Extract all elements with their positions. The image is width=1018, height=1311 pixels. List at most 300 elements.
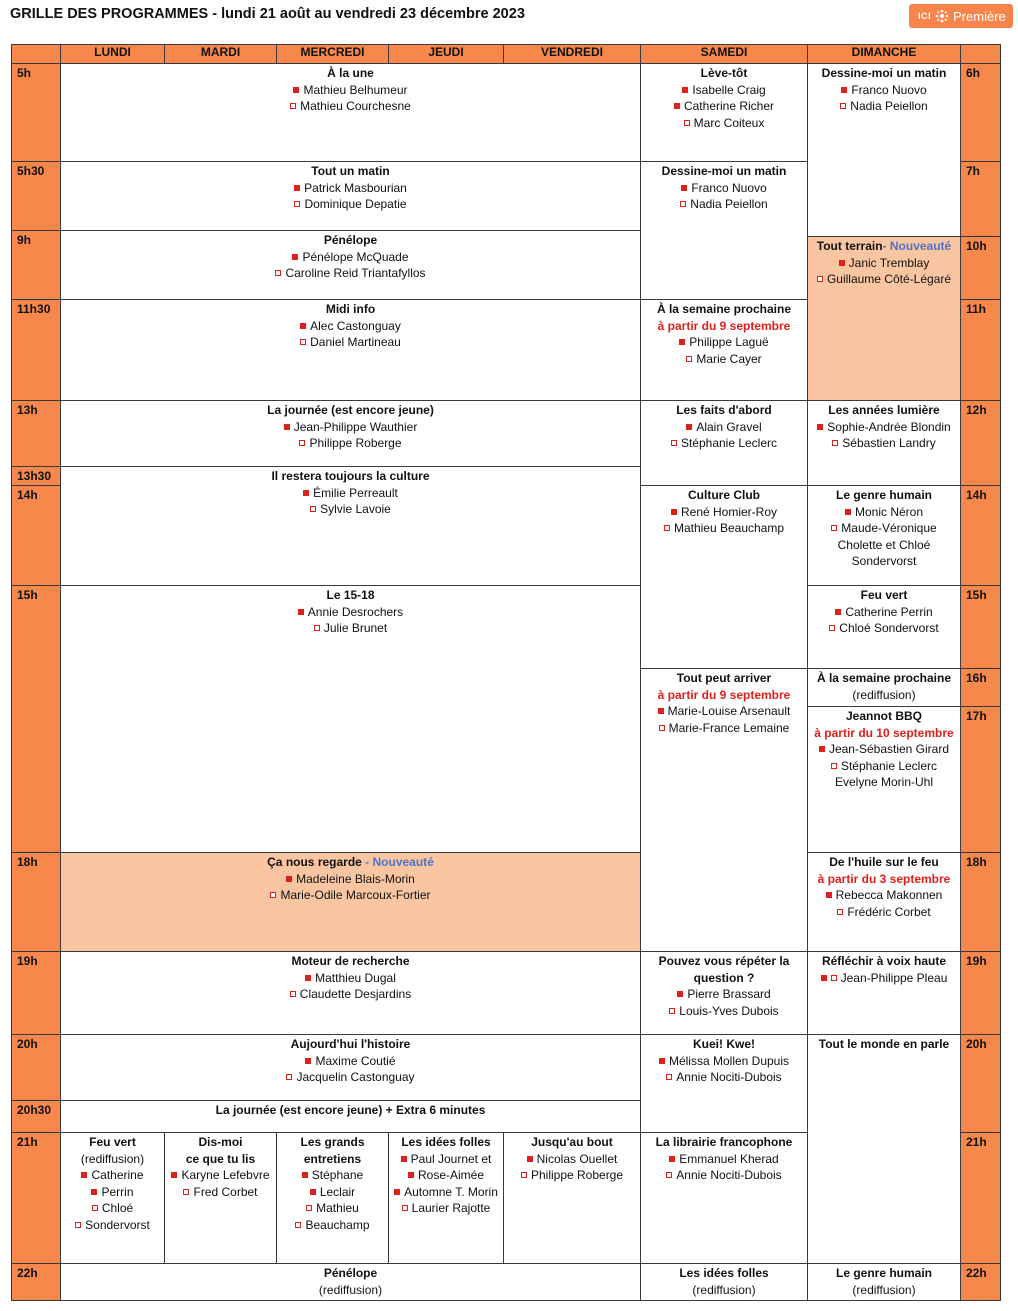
program-info — [641, 300, 807, 367]
text-line — [61, 871, 640, 888]
time-slot — [960, 951, 1001, 1035]
filled-square-bullet-icon — [845, 509, 851, 515]
text-line — [61, 970, 640, 987]
new-badge: - Nouveauté — [361, 855, 434, 869]
text-line — [808, 487, 960, 504]
host-name: Marie-Louise Arsenault — [667, 704, 791, 718]
text-line — [61, 98, 640, 115]
evening-program — [276, 1132, 389, 1264]
text-line — [808, 435, 960, 452]
saturday-program — [640, 1034, 808, 1133]
host-name: Laurier Rajotte — [411, 1201, 491, 1215]
new-badge: - Nouveauté — [882, 239, 952, 253]
text-line — [808, 774, 960, 791]
text-line — [389, 1167, 503, 1184]
time-label: 14h — [17, 488, 38, 502]
hollow-square-bullet-icon — [840, 103, 846, 109]
filled-square-bullet-icon — [821, 975, 827, 981]
filled-square-bullet-icon — [677, 991, 683, 997]
weekday-program — [60, 585, 641, 853]
hollow-square-bullet-icon — [92, 1205, 98, 1211]
program-info — [808, 1264, 960, 1298]
text-line — [808, 1036, 960, 1053]
host-name: Automne T. Morin — [404, 1184, 498, 1199]
text-line — [641, 196, 807, 213]
host-name: Louis-Yves Dubois — [679, 1003, 779, 1018]
host-name: Philippe Laguë — [689, 335, 769, 349]
program-title: De l'huile sur le feu — [829, 855, 939, 869]
program-title: Feu vert — [89, 1135, 136, 1149]
hollow-square-bullet-icon — [831, 975, 837, 981]
filled-square-bullet-icon — [401, 1156, 407, 1162]
evening-program — [503, 1132, 641, 1264]
saturday-program — [640, 1132, 808, 1264]
text-line — [61, 249, 640, 266]
program-title: À la semaine prochaine — [656, 302, 792, 316]
time-label: 9h — [17, 233, 32, 247]
text-line — [61, 887, 640, 904]
program-info — [61, 1133, 164, 1233]
time-slot — [960, 236, 1001, 300]
host-name: Sophie-Andrée Blondin — [827, 419, 951, 434]
day-header-2 — [276, 44, 389, 64]
text-line — [808, 854, 960, 871]
day-label: DIMANCHE — [851, 45, 917, 59]
filled-square-bullet-icon — [171, 1172, 177, 1178]
text-line — [808, 604, 960, 621]
program-info — [389, 1133, 503, 1217]
hollow-square-bullet-icon — [310, 506, 316, 512]
text-line — [61, 501, 640, 518]
program-info — [61, 162, 640, 213]
hollow-square-bullet-icon — [686, 356, 692, 362]
hollow-square-bullet-icon — [294, 201, 300, 207]
text-line — [61, 265, 640, 282]
host-name: Evelyne Morin-Uhl — [834, 775, 934, 789]
evening-program — [164, 1132, 277, 1264]
program-title: Le genre humain — [835, 488, 933, 502]
page-title: GRILLE DES PROGRAMMES - lundi 21 août au vendredi 23 décembre 2023 — [10, 6, 525, 22]
text-line — [641, 953, 807, 970]
weekday-program — [60, 299, 641, 401]
text-line — [641, 115, 807, 132]
saturday-program — [640, 63, 808, 162]
text-line — [808, 904, 960, 921]
evening-program — [60, 1132, 165, 1264]
host-name: Mathieu — [316, 1201, 359, 1215]
day-label: SAMEDI — [700, 45, 748, 59]
logo-ici-text: ICI — [918, 11, 932, 21]
text-line — [165, 1151, 276, 1168]
time-slot — [11, 466, 61, 486]
hollow-square-bullet-icon — [659, 725, 665, 731]
text-line — [61, 1200, 164, 1217]
hollow-square-bullet-icon — [832, 440, 838, 446]
hollow-square-bullet-icon — [671, 440, 677, 446]
program-title: Le genre humain — [835, 1266, 933, 1280]
host-name: Sondervorst — [851, 554, 917, 568]
program-title: Ça nous regarde — [267, 855, 362, 869]
time-slot — [960, 1132, 1001, 1264]
text-line — [61, 232, 640, 249]
host-name: Sébastien Landry — [842, 436, 936, 450]
filled-square-bullet-icon — [679, 339, 685, 345]
time-slot — [11, 1100, 61, 1133]
program-title: Tout un matin — [311, 164, 390, 178]
program-info — [808, 853, 960, 920]
text-line — [165, 1134, 276, 1151]
weekday-program — [60, 400, 641, 467]
text-line — [61, 1036, 640, 1053]
host-name: Franco Nuovo — [851, 82, 927, 97]
program-info — [277, 1133, 388, 1233]
program-title: Lève-tôt — [700, 66, 748, 80]
weekday-program — [60, 951, 641, 1035]
saturday-program — [640, 299, 808, 401]
host-name: Alain Gravel — [696, 419, 762, 434]
time-slot — [11, 400, 61, 467]
text-line — [808, 687, 960, 704]
text-line — [808, 1282, 960, 1299]
host-name: Madeleine Blais-Morin — [296, 871, 415, 886]
host-name: Franco Nuovo — [691, 180, 767, 195]
text-line — [641, 520, 807, 537]
program-info — [641, 64, 807, 131]
program-info — [641, 669, 807, 736]
program-title: Kuei! Kwe! — [692, 1037, 755, 1051]
program-info — [808, 64, 960, 115]
text-line — [808, 65, 960, 82]
day-label: MERCREDI — [300, 45, 365, 59]
saturday-program — [640, 1263, 808, 1301]
host-name: Philippe Roberge — [530, 1168, 624, 1182]
time-label: 5h30 — [17, 164, 45, 178]
hollow-square-bullet-icon — [817, 276, 823, 282]
hollow-square-bullet-icon — [684, 120, 690, 126]
start-date-note: à partir du 3 septembre — [817, 871, 951, 886]
text-line — [61, 196, 640, 213]
text-line — [61, 1069, 640, 1086]
filled-square-bullet-icon — [81, 1172, 87, 1178]
text-line — [808, 537, 960, 554]
text-line — [808, 741, 960, 758]
host-name: Dominique Depatie — [304, 197, 407, 211]
time-label: 10h — [966, 239, 987, 253]
sunday-program — [807, 236, 961, 401]
text-line — [641, 318, 807, 335]
filled-square-bullet-icon — [817, 424, 823, 430]
program-title: Dis-moi — [198, 1135, 243, 1149]
host-name: Rose-Aimée — [417, 1168, 485, 1182]
filled-square-bullet-icon — [298, 609, 304, 615]
text-line — [277, 1167, 388, 1184]
sunday-program — [807, 951, 961, 1035]
filled-square-bullet-icon — [292, 254, 298, 260]
text-line — [808, 725, 960, 742]
text-line — [61, 163, 640, 180]
filled-square-bullet-icon — [310, 1189, 316, 1195]
text-line — [389, 1151, 503, 1168]
filled-square-bullet-icon — [671, 509, 677, 515]
text-line — [808, 402, 960, 419]
program-title: Tout terrain — [816, 239, 883, 253]
filled-square-bullet-icon — [300, 323, 306, 329]
saturday-program — [640, 668, 808, 952]
text-line — [641, 1151, 807, 1168]
program-title: La librairie francophone — [655, 1135, 793, 1149]
sunday-program — [807, 400, 961, 486]
text-line — [277, 1134, 388, 1151]
text-line — [641, 487, 807, 504]
time-label: 21h — [966, 1135, 987, 1149]
program-info — [61, 1035, 640, 1086]
time-slot — [960, 706, 1001, 853]
sunday-program — [807, 668, 961, 707]
text-line — [61, 587, 640, 604]
time-slot — [11, 485, 61, 586]
program-title: Il restera toujours la culture — [271, 469, 430, 483]
weekday-program — [60, 1263, 641, 1301]
text-line — [641, 670, 807, 687]
program-info — [808, 486, 960, 570]
time-label: 20h — [17, 1037, 38, 1051]
hollow-square-bullet-icon — [669, 1008, 675, 1014]
saturday-program — [640, 400, 808, 486]
time-label: 5h — [17, 66, 32, 80]
hollow-square-bullet-icon — [306, 1205, 312, 1211]
program-info — [61, 231, 640, 282]
text-line — [641, 720, 807, 737]
host-name: Mathieu Belhumeur — [303, 82, 408, 97]
time-label: 20h — [966, 1037, 987, 1051]
day-header-5 — [640, 44, 808, 64]
program-info — [641, 952, 807, 1019]
text-line — [61, 435, 640, 452]
host-name: Mathieu Courchesne — [300, 99, 411, 113]
time-slot — [11, 1263, 61, 1301]
host-name: Pénélope McQuade — [302, 249, 409, 264]
time-slot — [11, 1034, 61, 1101]
filled-square-bullet-icon — [305, 1058, 311, 1064]
text-line — [641, 1167, 807, 1184]
program-info — [641, 1035, 807, 1086]
text-line — [808, 670, 960, 687]
filled-square-bullet-icon — [294, 185, 300, 191]
text-line — [389, 1134, 503, 1151]
time-label: 17h — [966, 709, 987, 723]
filled-square-bullet-icon — [658, 708, 664, 714]
text-line — [61, 1167, 164, 1184]
sunday-program — [807, 1263, 961, 1301]
text-line — [808, 708, 960, 725]
program-title: À la semaine prochaine — [816, 671, 952, 685]
text-line — [641, 180, 807, 197]
text-line — [641, 970, 807, 987]
program-title: Dessine-moi un matin — [661, 164, 787, 178]
host-name: Chloé — [101, 1201, 134, 1215]
hollow-square-bullet-icon — [837, 909, 843, 915]
text-line — [641, 419, 807, 436]
time-label: 18h — [966, 855, 987, 869]
time-slot — [11, 299, 61, 401]
host-name: Karyne Lefebvre — [181, 1168, 270, 1182]
text-line — [61, 468, 640, 485]
day-header-4 — [503, 44, 641, 64]
program-title: Le 15-18 — [326, 588, 375, 602]
text-line — [61, 1053, 640, 1070]
program-info — [808, 237, 960, 288]
text-line — [61, 1184, 164, 1201]
time-label: 13h30 — [17, 469, 52, 483]
day-label: JEUDI — [428, 45, 464, 59]
program-info — [61, 586, 640, 637]
program-info — [808, 1035, 960, 1053]
program-title: La journée (est encore jeune) + Extra 6 minutes — [215, 1103, 486, 1117]
host-name: Stéphane — [311, 1168, 364, 1182]
text-line — [277, 1184, 388, 1201]
filled-square-bullet-icon — [305, 975, 311, 981]
program-info — [61, 64, 640, 115]
saturday-program — [640, 485, 808, 669]
logo-premiere-text: Première — [953, 8, 1006, 24]
program-title: Midi info — [325, 302, 376, 316]
text-line — [61, 1134, 164, 1151]
host-name: Cholette et Chloé — [837, 537, 931, 552]
program-title: À la une — [327, 66, 374, 80]
text-line — [61, 419, 640, 436]
weekday-program — [60, 466, 641, 586]
program-title: Dessine-moi un matin — [821, 66, 947, 80]
host-name: Pierre Brassard — [687, 987, 771, 1001]
program-title: Les faits d'abord — [676, 403, 772, 417]
host-name: Annie Nociti-Dubois — [676, 1070, 782, 1084]
host-name: Stéphanie Leclerc — [840, 758, 938, 773]
text-line — [504, 1134, 640, 1151]
hollow-square-bullet-icon — [290, 103, 296, 109]
text-line — [808, 758, 960, 775]
text-line — [641, 65, 807, 82]
text-line — [808, 520, 960, 537]
start-date-note: à partir du 9 septembre — [657, 318, 791, 333]
text-line — [61, 1217, 164, 1234]
host-name: Caroline Reid Triantafyllos — [285, 266, 426, 280]
hollow-square-bullet-icon — [295, 1222, 301, 1228]
host-name: Janic Tremblay — [848, 255, 930, 270]
program-subtitle: (rediffusion) — [692, 1282, 756, 1297]
time-slot — [960, 63, 1001, 162]
text-line — [61, 604, 640, 621]
time-label: 6h — [966, 66, 981, 80]
time-slot — [960, 585, 1001, 669]
text-line — [641, 1134, 807, 1151]
host-name: Jacquelin Castonguay — [296, 1070, 415, 1084]
text-line — [641, 504, 807, 521]
hollow-square-bullet-icon — [314, 625, 320, 631]
weekday-program — [60, 161, 641, 231]
filled-square-bullet-icon — [286, 876, 292, 882]
host-name: Mathieu Beauchamp — [673, 521, 785, 535]
hollow-square-bullet-icon — [664, 525, 670, 531]
sunday-program — [807, 585, 961, 669]
text-line — [808, 887, 960, 904]
hollow-square-bullet-icon — [290, 991, 296, 997]
weekday-program — [60, 852, 641, 952]
text-line — [808, 871, 960, 888]
program-title: Feu vert — [860, 588, 908, 602]
sunday-program — [807, 852, 961, 952]
program-info — [61, 952, 640, 1003]
filled-square-bullet-icon — [527, 1156, 533, 1162]
program-info — [61, 1101, 640, 1119]
text-line — [641, 1069, 807, 1086]
day-header-3 — [388, 44, 504, 64]
time-slot — [960, 1034, 1001, 1133]
host-name: Patrick Masbourian — [304, 180, 407, 195]
time-label: 22h — [966, 1266, 987, 1280]
host-name: Émilie Perreault — [313, 485, 398, 500]
host-name: Catherine — [91, 1168, 144, 1182]
host-name: Mélissa Mollen Dupuis — [668, 1053, 790, 1068]
program-info — [641, 1264, 807, 1298]
hollow-square-bullet-icon — [286, 1074, 292, 1080]
time-label: 20h30 — [17, 1103, 52, 1117]
host-name: Maxime Coutié — [315, 1053, 396, 1068]
text-line — [61, 334, 640, 351]
text-line — [808, 970, 960, 987]
text-line — [277, 1151, 388, 1168]
text-line — [61, 318, 640, 335]
time-label: 14h — [966, 488, 987, 502]
time-label: 18h — [17, 855, 38, 869]
hollow-square-bullet-icon — [680, 201, 686, 207]
text-line — [277, 1200, 388, 1217]
program-title-cont: question ? — [693, 970, 755, 985]
program-title: Les grands — [300, 1135, 365, 1149]
time-label: 19h — [17, 954, 38, 968]
weekday-program — [60, 1034, 641, 1101]
time-slot — [960, 400, 1001, 486]
program-title: Pénélope — [323, 233, 378, 247]
filled-square-bullet-icon — [686, 424, 692, 430]
time-label: 16h — [966, 671, 987, 685]
filled-square-bullet-icon — [91, 1189, 97, 1195]
filled-square-bullet-icon — [835, 609, 841, 615]
text-line — [641, 1036, 807, 1053]
hollow-square-bullet-icon — [300, 339, 306, 345]
program-title: Culture Club — [688, 488, 760, 502]
corner-header-right — [960, 44, 1001, 64]
filled-square-bullet-icon — [302, 1172, 308, 1178]
hollow-square-bullet-icon — [666, 1074, 672, 1080]
host-name: Guillaume Côté-Légaré — [826, 272, 952, 286]
host-name: Monic Néron — [854, 504, 924, 519]
host-name: Marie Cayer — [696, 351, 762, 366]
filled-square-bullet-icon — [681, 185, 687, 191]
filled-square-bullet-icon — [674, 103, 680, 109]
text-line — [641, 402, 807, 419]
time-label: 19h — [966, 954, 987, 968]
host-name: Stéphanie Leclerc — [680, 436, 778, 450]
host-name: Nicolas Ouellet — [536, 1151, 618, 1166]
text-line — [61, 82, 640, 99]
program-info — [808, 586, 960, 637]
text-line — [61, 1265, 640, 1282]
program-title: La journée (est encore jeune) — [267, 403, 434, 417]
program-title: Pouvez vous répéter la — [658, 954, 790, 968]
weekday-program — [60, 63, 641, 162]
time-label: 22h — [17, 1266, 38, 1280]
host-name: Chloé Sondervorst — [839, 621, 939, 635]
